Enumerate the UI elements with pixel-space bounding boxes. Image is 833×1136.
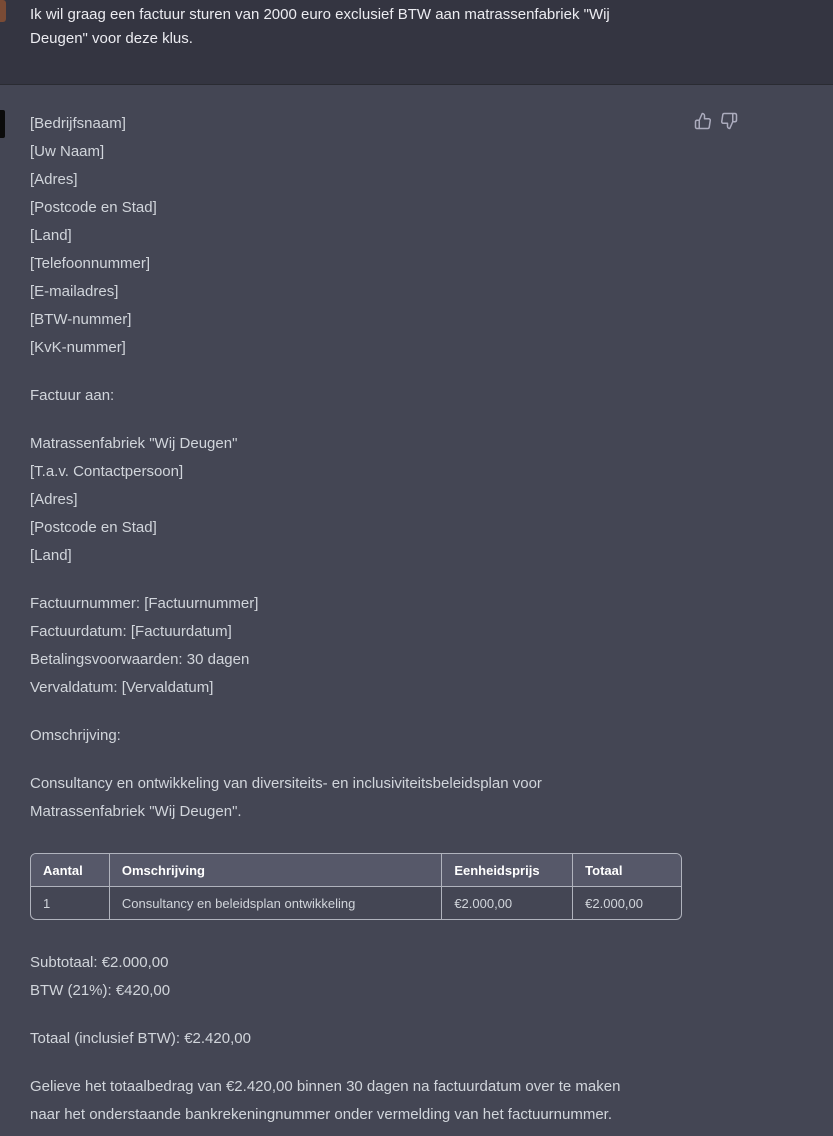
sender-company: [Bedrijfsnaam] <box>30 115 126 132</box>
assistant-avatar <box>0 110 5 138</box>
column-header-total: Totaal <box>573 854 681 887</box>
closing-text-line2: naar het onderstaande bankrekeningnummer onder vermelding van het factuurnummer. <box>30 1106 613 1123</box>
user-message: Ik wil graag een factuur sturen van 2000 euro exclusief BTW aan matrassenfabriek "Wij Deugen" voor deze klus. <box>30 6 610 47</box>
recipient-country: [Land] <box>30 547 72 564</box>
cell-quantity: 1 <box>31 887 110 919</box>
invoice-number: Factuurnummer: [Factuurnummer] <box>30 595 259 612</box>
closing-text-line1: Gelieve het totaalbedrag van €2.420,00 binnen 30 dagen na factuurdatum over te maken <box>30 1078 621 1095</box>
recipient-heading: Factuur aan: <box>30 387 115 404</box>
vat-amount: BTW (21%): €420,00 <box>30 982 171 999</box>
sender-phone: [Telefoonnummer] <box>30 255 151 272</box>
feedback-buttons <box>694 112 738 130</box>
description-text-line2: Matrassenfabriek "Wij Deugen". <box>30 803 242 820</box>
cell-total: €2.000,00 <box>585 895 643 911</box>
sender-kvk-number: [KvK-nummer] <box>30 339 126 356</box>
invoice-table <box>30 853 682 920</box>
description-heading: Omschrijving: <box>30 727 121 744</box>
column-header-unit-price: Eenheidsprijs <box>442 854 573 887</box>
cell-description: Consultancy en beleidsplan ontwikkeling <box>110 887 442 919</box>
invoice-date: Factuurdatum: [Factuurdatum] <box>30 623 232 640</box>
thumbs-down-icon[interactable] <box>720 112 738 130</box>
subtotal: Subtotaal: €2.000,00 <box>30 954 169 971</box>
user-avatar <box>0 0 6 22</box>
recipient-attention: [T.a.v. Contactpersoon] <box>30 463 184 480</box>
sender-vat-number: [BTW-nummer] <box>30 311 132 328</box>
column-header-description: Omschrijving <box>110 854 442 887</box>
table-header-row <box>31 854 681 887</box>
thumbs-up-icon[interactable] <box>694 112 712 130</box>
cell-unit-price: €2.000,00 <box>442 887 573 919</box>
recipient-company: Matrassenfabriek "Wij Deugen" <box>30 435 238 452</box>
column-header-quantity: Aantal <box>31 854 110 887</box>
due-date: Vervaldatum: [Vervaldatum] <box>30 679 214 696</box>
sender-address: [Adres] <box>30 171 78 188</box>
recipient-address: [Adres] <box>30 491 78 508</box>
sender-name: [Uw Naam] <box>30 143 105 160</box>
table-row <box>31 887 681 919</box>
sender-country: [Land] <box>30 227 72 244</box>
recipient-postcode-city: [Postcode en Stad] <box>30 519 157 536</box>
description-text-line1: Consultancy en ontwikkeling van diversiteits- en inclusiviteitsbeleidsplan voor <box>30 775 542 792</box>
payment-terms: Betalingsvoorwaarden: 30 dagen <box>30 651 250 668</box>
user-message-row <box>0 0 833 85</box>
sender-postcode-city: [Postcode en Stad] <box>30 199 157 216</box>
grand-total: Totaal (inclusief BTW): €2.420,00 <box>30 1030 251 1047</box>
sender-email: [E-mailadres] <box>30 283 119 300</box>
